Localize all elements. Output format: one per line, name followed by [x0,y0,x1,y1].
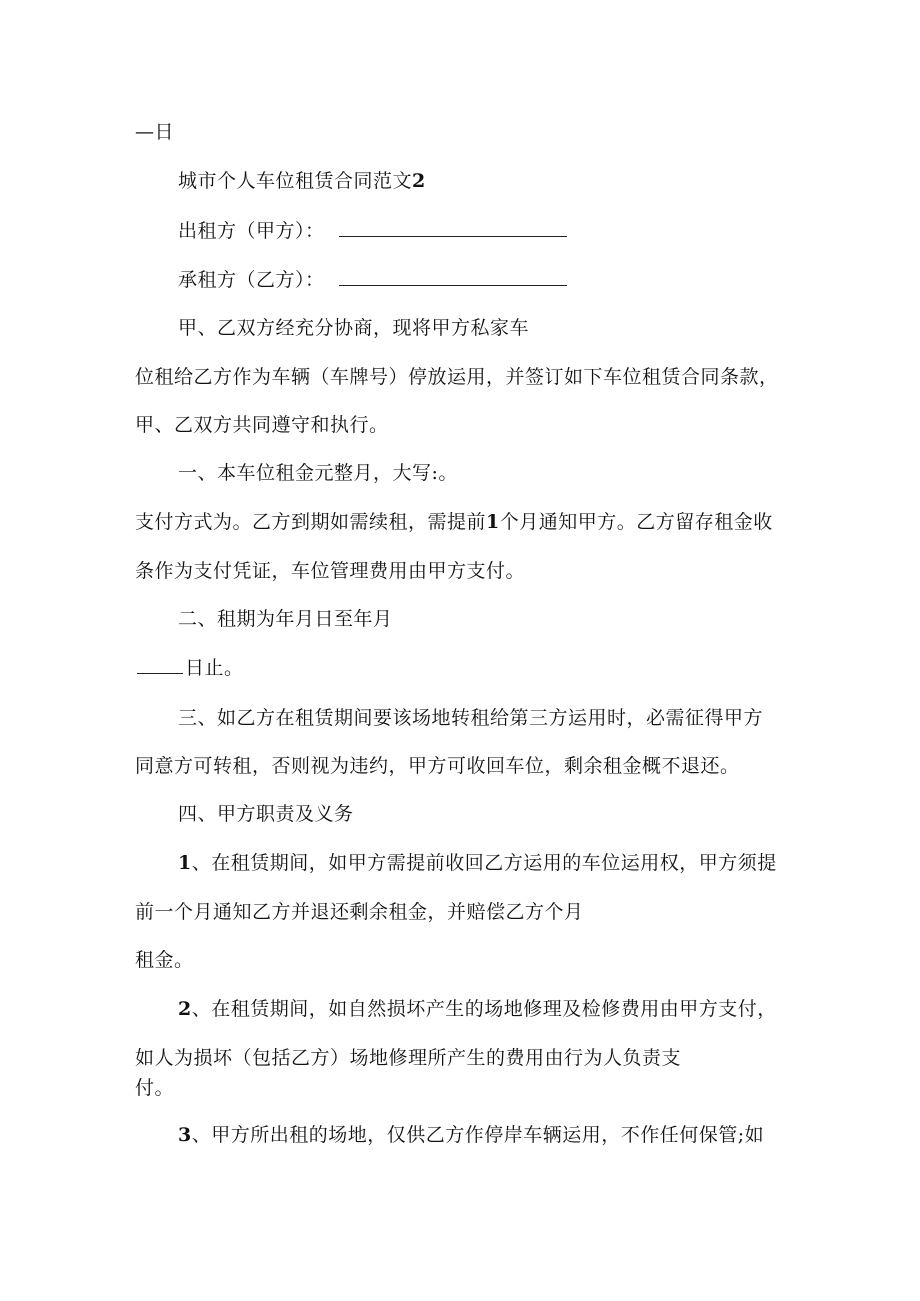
item-2-line-3: 付。 [135,1077,175,1099]
clause-3-line-2: 同意方可转租，否则视为违约，甲方可收回车位，剩余租金概不退还。 [135,755,740,777]
lessor-line [178,219,567,243]
item-3-number: 3 [178,1124,192,1146]
intro-line-3: 甲、乙双方共同遵守和执行。 [135,414,389,436]
title-text: 城市个人车位租赁合同范文 [178,170,413,192]
item-2-line-2: 如人为损坏（包括乙方）场地修理所产生的费用由行为人负责支 [135,1047,682,1069]
lessor-blank [339,220,567,237]
item-1-line-1 [178,851,777,875]
title-number: 2 [412,170,426,192]
lessee-label: 承租方（乙方）： [178,269,325,291]
item-1-line-2: 前一个月通知乙方并退还剩余租金，并赔偿乙方个月 [135,901,584,923]
document-title [178,169,426,193]
clause-4-heading: 四、甲方职责及义务 [178,803,354,825]
item-2-line-1 [178,997,777,1021]
item-2-number: 2 [178,998,192,1020]
clause-1-text-b: 个月通知甲方。乙方留存租金收 [499,511,773,533]
clause-2-line-1: 二、租期为年月日至年月 [178,608,393,630]
intro-line-2: 位租给乙方作为车辆（车牌号）停放运用，并签订如下车位租赁合同条款， [135,366,779,388]
item-1-number: 1 [178,852,192,874]
clause-2-text: 日止。 [185,657,244,679]
clause-1-line-2 [135,510,773,534]
lessee-line [178,268,567,292]
item-3-text: 、甲方所出租的场地，仅供乙方作停岸车辆运用，不作任何保管;如 [191,1124,765,1146]
item-1-text: 、在租赁期间，如甲方需提前收回乙方运用的车位运用权，甲方须提 [191,852,777,874]
intro-line-1: 甲、乙双方经充分协商，现将甲方私家车 [178,317,530,339]
item-2-text: 、在租赁期间，如自然损坏产生的场地修理及检修费用由甲方支付， [191,998,777,1020]
clause-1-text-a: 支付方式为。乙方到期如需续租，需提前 [135,511,487,533]
lessee-blank [339,269,567,286]
lessor-label: 出租方（甲方）： [178,220,325,242]
clause-1-number: 1 [486,511,500,533]
date-fragment: —日 [135,121,175,143]
item-3-line-1 [178,1123,764,1147]
day-blank [137,657,183,674]
clause-2-line-2 [137,656,244,680]
clause-1-line-1: 一、本车位租金元整月，大写:。 [178,462,458,484]
clause-1-line-3: 条作为支付凭证，车位管理费用由甲方支付。 [135,560,526,582]
item-1-line-3: 租金。 [135,949,194,971]
clause-3-line-1: 三、如乙方在租赁期间要该场地转租给第三方运用时，必需征得甲方 [178,707,764,729]
